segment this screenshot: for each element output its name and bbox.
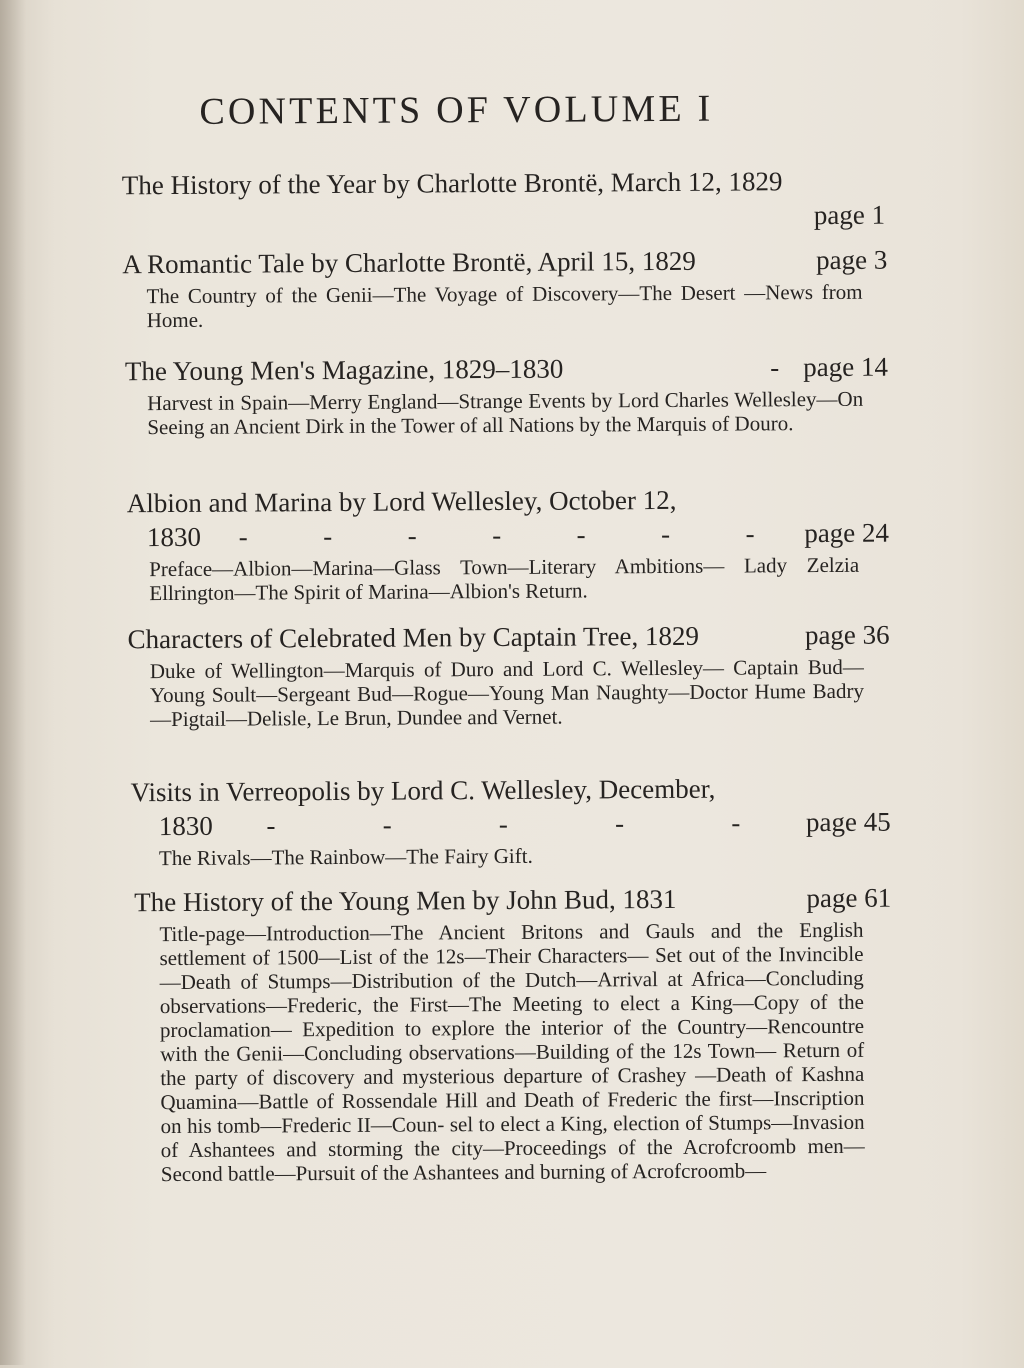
toc-entry-title: Characters of Celebrated Men by Captain Tree, 1829 [127,620,700,655]
toc-entry-page: page 3 [816,244,888,276]
toc-entry-row [128,618,890,657]
toc-entry-title: The History of the Year by Charlotte Brontë, March 12, 1829 [121,166,783,201]
toc-entry-row [127,516,889,555]
toc-entry-title-continued: 1830 [146,521,202,553]
toc-entry-description [131,842,859,870]
toc-entry-description [122,280,862,333]
toc-entry-description-text: Duke of Wellington—Marquis of Duro and Lord C. Wellesley— Captain Bud—Young Soult—Sergeant Bud—Rogue—Young Man Naughty—Doctor Hume Badry—Pigtail—Delisle, Le Brun, Dundee and Vernet. [149,654,865,732]
toc-entry-description-text: Harvest in Spain—Merry England—Strange Events by Lord Charles Wellesley—On Seeing an Ancient Dirk in the Tower of all Nations by the Marquis of Douro. [147,386,864,440]
toc-entry-leader: - [660,518,671,550]
toc-entry-leader: - [382,809,392,840]
toc-entry-page: page 45 [805,806,891,838]
toc-entry-characters-of-celebrated-men [128,618,891,732]
toc-entry-leader: - [266,810,276,841]
toc-entry-title: A Romantic Tale by Charlotte Brontë, April 15, 1829 [122,245,696,280]
toc-entry-leader: - [770,352,780,383]
toc-entry-visits-in-verreopolis [130,771,891,871]
toc-entry-albion-and-marina [127,482,890,606]
toc-entry-row [122,243,887,282]
toc-entry-leader: - [576,519,586,550]
toc-entry-title: Albion and Marina by Lord Wellesley, October 12, [126,484,677,519]
toc-entry-romantic-tale [122,243,888,333]
toc-entry-page: page 24 [804,517,890,549]
toc-entry-row [125,350,888,389]
toc-entry-leader: - [492,519,502,551]
toc-entry-title: Visits in Verreopolis by Lord C. Wellesley, December, [130,773,716,808]
toc-entry-leader: - [498,808,508,840]
toc-entry-leader: - [745,518,755,549]
toc-entry-row [134,881,891,920]
toc-entry-description [134,918,865,1186]
toc-entry-description-text: Preface—Albion—Marina—Glass Town—Literary Ambitions— Lady Zelzia Ellrington—The Spirit of Marina—Albion's Return. [149,552,860,606]
toc-entry-title: The Young Men's Magazine, 1829–1830 [124,353,564,387]
page-title: CONTENTS OF VOLUME I [199,87,714,133]
toc-entry-description [128,655,864,731]
toc-entry-leader: - [407,520,417,551]
toc-entry-description-text: The Rivals—The Rainbow—The Fairy Gift. [158,843,533,871]
toc-entry-description [125,387,863,440]
toc-entry-young-mens-magazine [125,350,889,440]
toc-entry-row [131,805,891,844]
toc-entry-page: page 14 [803,351,889,383]
toc-entry-leader: - [731,807,741,838]
toc-entry-leader: - [238,521,248,552]
toc-entry-history-of-young-men [134,881,893,1187]
toc-entry-leader: - [615,808,625,839]
toc-entry-page: page 36 [804,619,890,651]
toc-entry-description [127,553,859,605]
toc-entry-history-of-year [122,164,887,237]
toc-entry-title: The History of the Young Men by John Bud, 1831 [134,883,677,918]
toc-entry-page: page 1 [813,199,886,231]
toc-entry-title-continued: 1830 [158,810,213,842]
toc-entry-page: page 61 [806,882,892,914]
toc-entry-leader: - [323,521,333,552]
toc-entry-description-text: Title-page—Introduction—The Ancient Britons and Gauls and the English settlement of 1500—List of the 12s—Their Characters— Set out of the Invincible—Death of Stumps—Distribution of the Dutch—Arrival at Africa—Concluding observations—Frederic, the First—The Meeting to elect a King—Copy of the proclamation— Expedition to explore the interior of the Country—Rencountre with the Genii—Concluding observations—Building of the 12s Town— Return of the party of discovery and mysterious departure of Crashey —Death of Kashna Quamina—Battle of Rossendale Hill and Death of Frederic the first—Inscription on his tomb—Frederic II—Coun- sel to elect a King, election of Stumps—Invasion of Ashantees and storming the city—Proceedings of the Acrofcroomb men—Second battle—Pursuit of the Ashantees and burning of Acrofcroomb— [159,917,865,1187]
toc-entry-description-text: The Country of the Genii—The Voyage of Discovery—The Desert —News from Home. [146,279,863,333]
